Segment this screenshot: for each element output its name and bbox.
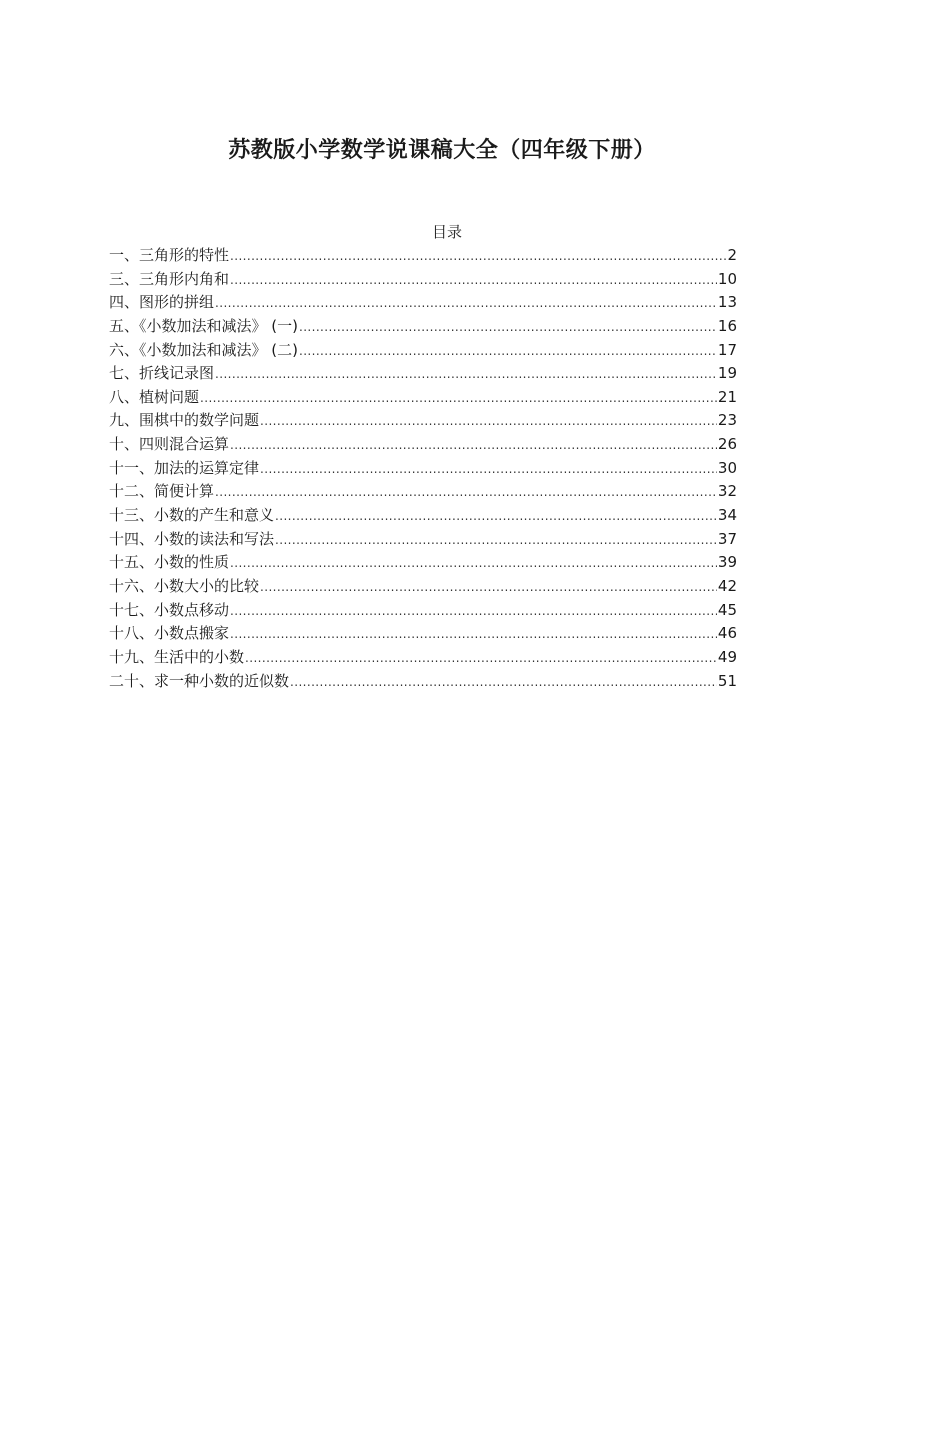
toc-entry-page-number[interactable]: 17 [717,340,737,359]
toc-entry-label[interactable]: 八、植树问题 [109,387,200,406]
toc-entry-page-number[interactable]: 51 [717,671,737,690]
toc-dot-leader [290,671,717,695]
toc-entry-label[interactable]: 十九、生活中的小数 [109,647,245,666]
toc-entry-label[interactable]: 十一、加法的运算定律 [109,458,260,477]
toc-entry-page-number[interactable]: 10 [717,269,737,288]
toc-entry-page-number[interactable]: 19 [717,364,737,383]
toc-entry-label[interactable]: 九、围棋中的数学问题 [109,411,260,430]
toc-dot-leader [260,576,717,600]
toc-entry[interactable] [109,457,737,481]
toc-entry[interactable] [109,480,737,504]
toc-dot-leader [275,529,717,553]
toc-dot-leader [299,340,717,364]
toc-entry-page-number[interactable]: 26 [717,435,737,454]
toc-dot-leader [245,647,717,671]
toc-entry-label[interactable]: 三、三角形内角和 [109,269,230,288]
toc-entry-page-number[interactable]: 39 [717,553,737,572]
toc-entry[interactable] [109,268,737,292]
toc-entry-label[interactable]: 四、图形的拼组 [109,293,215,312]
toc-entry-label[interactable]: 十三、小数的产生和意义 [109,506,275,525]
toc-entry[interactable] [109,670,737,694]
toc-entry[interactable] [109,315,737,339]
toc-dot-leader [215,481,717,505]
toc-dot-leader [230,269,717,293]
toc-entry[interactable] [109,599,737,623]
toc-entry-label[interactable]: 十、四则混合运算 [109,435,230,454]
toc-entry-label[interactable]: 十七、小数点移动 [109,600,230,619]
document-title: 苏教版小学数学说课稿大全（四年级下册） [228,138,656,163]
toc-entry[interactable] [109,386,737,410]
toc-entry[interactable] [109,339,737,363]
table-of-contents [109,244,737,693]
toc-entry-label[interactable]: 十五、小数的性质 [109,553,230,572]
toc-dot-leader [230,434,717,458]
toc-entry-page-number[interactable]: 32 [717,482,737,501]
toc-entry-label[interactable]: 十四、小数的读法和写法 [109,529,275,548]
toc-entry-page-number[interactable]: 2 [727,246,737,264]
toc-entry[interactable] [109,433,737,457]
toc-dot-leader [299,316,717,340]
toc-entry-page-number[interactable]: 34 [717,506,737,525]
toc-entry-label[interactable]: 十六、小数大小的比较 [109,576,260,595]
toc-dot-leader [215,292,717,316]
toc-entry[interactable] [109,291,737,315]
toc-entry-page-number[interactable]: 30 [717,458,737,477]
toc-entry-label[interactable]: 十八、小数点搬家 [109,624,230,643]
toc-dot-leader [260,410,717,434]
toc-dot-leader [230,623,717,647]
toc-entry-page-number[interactable]: 21 [717,387,737,406]
toc-entry-page-number[interactable]: 46 [717,624,737,643]
toc-dot-leader [260,458,717,482]
toc-heading: 目录 [431,223,462,241]
toc-entry[interactable] [109,244,737,268]
toc-entry-page-number[interactable]: 49 [717,647,737,666]
toc-dot-leader [230,552,717,576]
toc-entry[interactable] [109,622,737,646]
toc-entry-page-number[interactable]: 45 [717,600,737,619]
toc-entry[interactable] [109,646,737,670]
toc-dot-leader [200,387,717,411]
toc-entry[interactable] [109,528,737,552]
toc-entry-label[interactable]: 五、《小数加法和减法》 (一) [109,316,298,335]
toc-entry-page-number[interactable]: 23 [717,411,737,430]
toc-dot-leader [275,505,717,529]
toc-entry[interactable] [109,575,737,599]
toc-entry[interactable] [109,504,737,528]
toc-entry-page-number[interactable]: 37 [717,529,737,548]
toc-entry-label[interactable]: 十二、简便计算 [109,482,215,501]
toc-entry-label[interactable]: 二十、求一种小数的近似数 [109,671,290,690]
toc-entry-page-number[interactable]: 42 [717,576,737,595]
toc-entry-label[interactable]: 六、《小数加法和减法》 (二) [109,340,298,359]
toc-dot-leader [230,245,726,269]
toc-entry-label[interactable]: 一、三角形的特性 [109,246,230,264]
toc-dot-leader [215,363,717,387]
toc-entry-page-number[interactable]: 16 [717,316,737,335]
toc-entry[interactable] [109,409,737,433]
toc-entry[interactable] [109,551,737,575]
toc-dot-leader [230,600,717,624]
toc-entry[interactable] [109,362,737,386]
toc-entry-page-number[interactable]: 13 [717,293,737,312]
toc-entry-label[interactable]: 七、折线记录图 [109,364,215,383]
